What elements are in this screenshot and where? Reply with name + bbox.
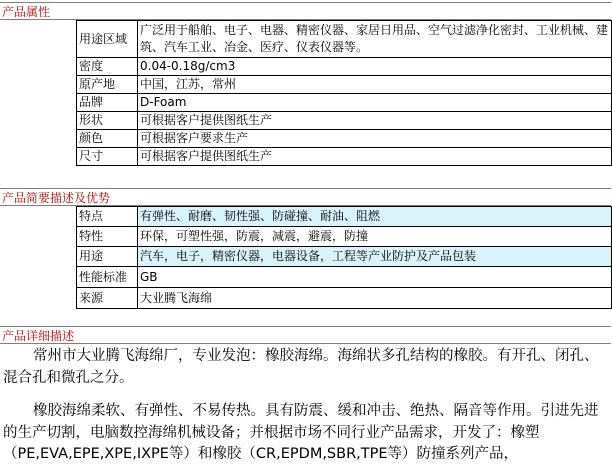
table-row: [77, 247, 612, 267]
summary-label-features: 特点: [77, 207, 138, 227]
summary-value-source: 大业腾飞海绵: [138, 288, 612, 309]
table-row: [77, 94, 612, 112]
attr-value-color: 可根据客户要求生产: [138, 130, 612, 148]
attr-label-usage: 用途区域: [77, 21, 138, 58]
details-paragraph-1-text: 常州市大业腾飞海绵厂，专业发泡：橡胶海绵。海绵状多孔结构的橡胶。有开孔、闭孔、混合孔和微孔之分。: [3, 348, 599, 386]
details-paragraph-2: [3, 401, 609, 466]
details-section-title: 产品详细描述: [0, 326, 611, 344]
attr-label-origin: 原产地: [77, 76, 138, 94]
attr-value-density: 0.04-0.18g/cm3: [138, 58, 612, 76]
attr-value-brand: D-Foam: [138, 94, 612, 112]
summary-value-properties: 环保，可塑性强，防震，减震，避震，防撞: [138, 227, 612, 247]
summary-label-source: 来源: [77, 288, 138, 309]
table-row: [77, 58, 612, 76]
attr-label-density: 密度: [77, 58, 138, 76]
summary-value-features: 有弹性、耐磨、韧性强、防碰撞、耐油、阻燃: [138, 207, 612, 227]
attributes-table: [76, 20, 612, 166]
attr-value-origin: 中国，江苏，常州: [138, 76, 612, 94]
attr-label-size: 尺寸: [77, 148, 138, 166]
summary-table: [76, 206, 612, 309]
summary-label-standard: 性能标准: [77, 267, 138, 288]
attr-value-usage: 广泛用于船舶、电子、电器、精密仪器、家居日用品、空气过滤净化密封、工业机械、建筑、汽车工业、冶金、医疗、仪表仪器等。: [138, 21, 612, 58]
table-row: [77, 21, 612, 58]
summary-value-usage: 汽车，电子，精密仪器，电器设备，工程等产业防护及产品包装: [138, 247, 612, 267]
table-row: [77, 267, 612, 288]
attr-label-shape: 形状: [77, 112, 138, 130]
summary-label-usage: 用途: [77, 247, 138, 267]
attr-label-brand: 品牌: [77, 94, 138, 112]
details-paragraph-1: [3, 346, 609, 389]
attr-label-color: 颜色: [77, 130, 138, 148]
table-row: [77, 207, 612, 227]
attributes-section-title: 产品属性: [0, 2, 611, 20]
table-row: [77, 288, 612, 309]
table-row: [77, 112, 612, 130]
table-row: [77, 130, 612, 148]
table-row: [77, 76, 612, 94]
attr-value-shape: 可根据客户提供图纸生产: [138, 112, 612, 130]
summary-value-standard: GB: [138, 267, 612, 288]
summary-label-properties: 特性: [77, 227, 138, 247]
summary-section-title: 产品简要描述及优势: [0, 188, 611, 206]
table-row: [77, 227, 612, 247]
details-paragraph-2-text: 橡胶海绵柔软、有弹性、不易传热。具有防震、缓和冲击、绝热、隔音等作用。引进先进的生产切割，电脑数控海绵机械设备；并根据市场不同行业产品需求，开发了：橡塑（PE,EVA,EPE,XPE,IXPE等）和橡胶（CR,EPDM,SBR,TPE等）防撞系列产品，: [3, 403, 599, 462]
attr-value-size: 可根据客户提供图纸生产: [138, 148, 612, 166]
table-row: [77, 148, 612, 166]
